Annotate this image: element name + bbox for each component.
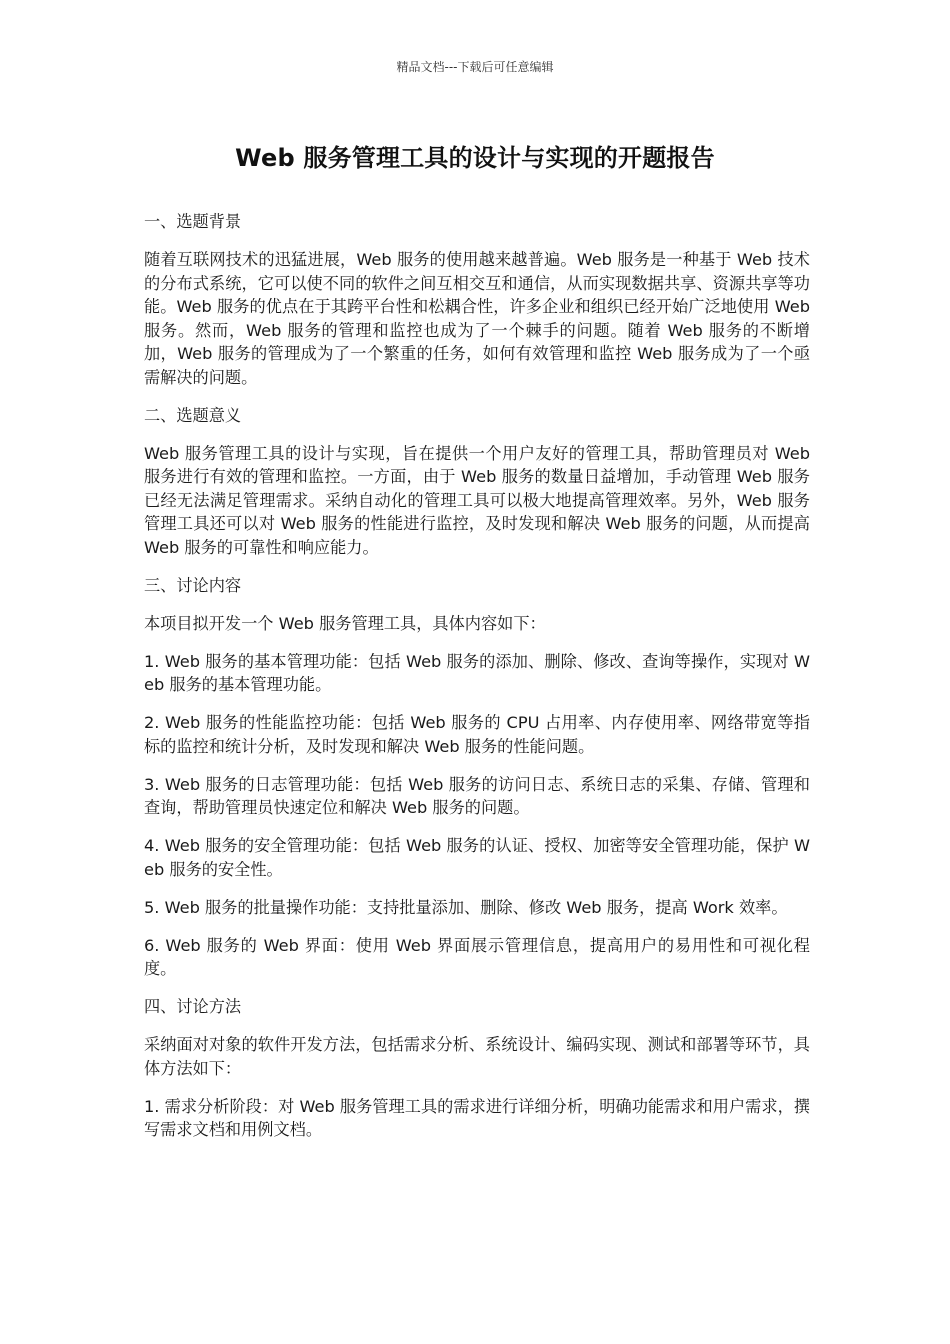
list-item-log-management: 3. Web 服务的日志管理功能：包括 Web 服务的访问日志、系统日志的采集、存储、管理和查询，帮助管理员快速定位和解决 Web 服务的问题。 bbox=[144, 774, 810, 817]
list-item-web-interface: 6. Web 服务的 Web 界面：使用 Web 界面展示管理信息，提高用户的易用性和可视化程度。 bbox=[144, 935, 810, 978]
list-item-basic-management: 1. Web 服务的基本管理功能：包括 Web 服务的添加、删除、修改、查询等操作，实现对 Web 服务的基本管理功能。 bbox=[144, 651, 810, 694]
section-heading-background: 一、选题背景 bbox=[144, 212, 242, 231]
header-note: 精品文档---下载后可任意编辑 bbox=[396, 60, 554, 74]
list-item-batch-operations: 5. Web 服务的批量操作功能：支持批量添加、删除、修改 Web 服务，提高 Work 效率。 bbox=[144, 897, 788, 917]
section-heading-significance: 二、选题意义 bbox=[144, 405, 242, 425]
section-heading-method: 四、讨论方法 bbox=[144, 997, 242, 1016]
paragraph-background: 随着互联网技术的迅猛进展，Web 服务的使用越来越普遍。Web 服务是一种基于 Web 技术的分布式系统，它可以使不同的软件之间互相交互和通信，从而实现数据共享、资源共享等功能。Web 服务的优点在于其跨平台性和松耦合性，许多企业和组织已经开始广泛地使用 Web 服务。然而，Web 服务的管理和监控也成为了一个棘手的问题。随着 Web 服务的不断增加，Web 服务的管理成为了一个繁重的任务，如何有效管理和监控 Web 服务成为了一个亟需解决的问题。 bbox=[144, 250, 810, 387]
list-item-performance-monitoring: 2. Web 服务的性能监控功能：包括 Web 服务的 CPU 占用率、内存使用率、网络带宽等指标的监控和统计分析，及时发现和解决 Web 服务的性能问题。 bbox=[144, 713, 810, 756]
document-body bbox=[144, 210, 810, 1156]
list-item-requirements-analysis: 1. 需求分析阶段：对 Web 服务管理工具的需求进行详细分析，明确功能需求和用户需求，撰写需求文档和用例文档。 bbox=[144, 1096, 810, 1139]
section-heading-content: 三、讨论内容 bbox=[144, 575, 242, 595]
paragraph-content-intro: 本项目拟开发一个 Web 服务管理工具，具体内容如下： bbox=[144, 613, 546, 633]
document-title: Web 服务管理工具的设计与实现的开题报告 bbox=[235, 144, 715, 172]
paragraph-significance: Web 服务管理工具的设计与实现，旨在提供一个用户友好的管理工具，帮助管理员对 Web 服务进行有效的管理和监控。一方面，由于 Web 服务的数量日益增加，手动管理 Web 服务已经无法满足管理需求。采纳自动化的管理工具可以极大地提高管理效率。另外，Web 服务管理工具还可以对 Web 服务的性能进行监控，及时发现和解决 Web 服务的问题，从而提高 Web 服务的可靠性和响应能力。 bbox=[144, 443, 810, 557]
paragraph-method-intro: 采纳面对对象的软件开发方法，包括需求分析、系统设计、编码实现、测试和部署等环节，具体方法如下： bbox=[144, 1035, 810, 1078]
list-item-security-management: 4. Web 服务的安全管理功能：包括 Web 服务的认证、授权、加密等安全管理功能，保护 Web 服务的安全性。 bbox=[144, 836, 810, 879]
